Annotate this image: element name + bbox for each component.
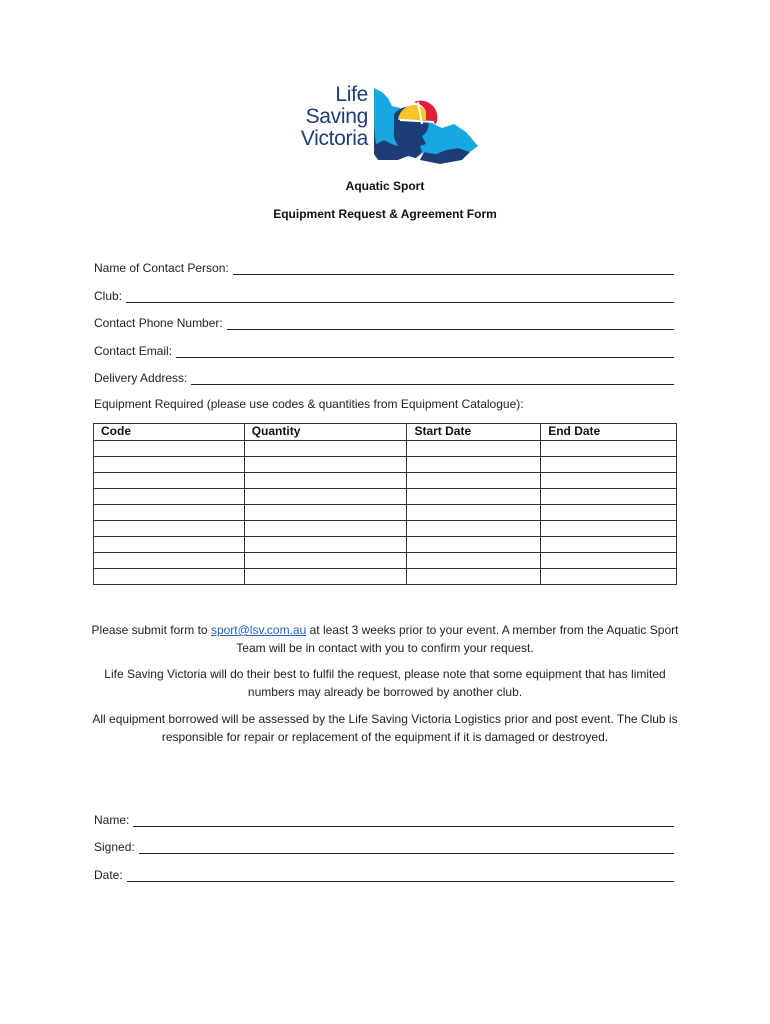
table-cell[interactable] — [541, 441, 677, 457]
table-cell[interactable] — [541, 521, 677, 537]
table-cell[interactable] — [244, 537, 407, 553]
contact-person-field[interactable] — [94, 259, 674, 275]
column-header-start-date: Start Date — [407, 424, 541, 441]
date-input-line[interactable] — [127, 870, 674, 882]
lsv-logo — [290, 84, 482, 168]
table-cell[interactable] — [541, 505, 677, 521]
signed-label: Signed: — [94, 840, 135, 854]
delivery-address-field[interactable] — [94, 369, 674, 385]
table-cell[interactable] — [407, 569, 541, 585]
logo-line-life: Life — [335, 83, 368, 106]
table-row — [94, 553, 677, 569]
table-cell[interactable] — [244, 473, 407, 489]
table-cell[interactable] — [244, 441, 407, 457]
table-cell[interactable] — [541, 473, 677, 489]
club-input-line[interactable] — [126, 291, 674, 303]
submit-note-prefix: Please submit form to — [91, 623, 211, 637]
table-cell[interactable] — [407, 473, 541, 489]
submit-email-link[interactable]: sport@lsv.com.au — [210, 623, 307, 637]
table-cell[interactable] — [407, 521, 541, 537]
table-cell[interactable] — [407, 457, 541, 473]
contact-phone-label: Contact Phone Number: — [94, 316, 223, 330]
delivery-address-label: Delivery Address: — [94, 371, 188, 385]
table-row — [94, 537, 677, 553]
table-row — [94, 441, 677, 457]
table-cell[interactable] — [541, 489, 677, 505]
column-header-quantity: Quantity — [244, 424, 407, 441]
name-field[interactable] — [94, 811, 674, 827]
table-cell[interactable] — [407, 537, 541, 553]
table-cell[interactable] — [407, 441, 541, 457]
table-cell[interactable] — [94, 569, 245, 585]
table-cell[interactable] — [541, 537, 677, 553]
table-cell[interactable] — [94, 553, 245, 569]
table-cell[interactable] — [94, 521, 245, 537]
contact-person-label: Name of Contact Person: — [94, 261, 229, 275]
name-input-line[interactable] — [133, 815, 674, 827]
signed-field[interactable] — [94, 838, 674, 854]
submit-note-suffix: at least 3 weeks prior to your event. A member from the Aquatic Sport Team will be in contact with you to confirm your request. — [236, 623, 679, 655]
form-title: Aquatic Sport — [345, 179, 425, 193]
table-cell[interactable] — [407, 505, 541, 521]
table-cell[interactable] — [407, 489, 541, 505]
table-cell[interactable] — [94, 537, 245, 553]
signed-input-line[interactable] — [139, 842, 674, 854]
table-cell[interactable] — [407, 553, 541, 569]
table-row — [94, 489, 677, 505]
delivery-address-input-line[interactable] — [191, 373, 674, 385]
logo-line-victoria: Victoria — [300, 127, 368, 150]
assessment-note: All equipment borrowed will be assessed by the Life Saving Victoria Logistics prior and post event. The Club is responsible for repair or replacement of the equipment if it is damaged or destroyed. — [92, 712, 678, 744]
equipment-table-header — [94, 424, 677, 441]
table-cell[interactable] — [94, 505, 245, 521]
equipment-instruction: Equipment Required (please use codes & quantities from Equipment Catalogue): — [94, 397, 524, 411]
logo-wordmark — [290, 84, 368, 150]
form-subtitle: Equipment Request & Agreement Form — [273, 207, 497, 221]
table-row — [94, 473, 677, 489]
contact-phone-input-line[interactable] — [227, 318, 674, 330]
contact-email-label: Contact Email: — [94, 344, 173, 358]
name-label: Name: — [94, 813, 130, 827]
logo-line-saving: Saving — [305, 105, 368, 128]
table-cell[interactable] — [244, 569, 407, 585]
column-header-code: Code — [94, 424, 245, 441]
date-field[interactable] — [94, 866, 674, 882]
table-row — [94, 505, 677, 521]
table-cell[interactable] — [244, 505, 407, 521]
date-label: Date: — [94, 868, 123, 882]
club-field[interactable] — [94, 287, 674, 303]
table-cell[interactable] — [244, 521, 407, 537]
table-cell[interactable] — [94, 489, 245, 505]
table-cell[interactable] — [541, 569, 677, 585]
equipment-table — [93, 423, 677, 585]
contact-person-input-line[interactable] — [233, 263, 674, 275]
table-row — [94, 521, 677, 537]
contact-phone-field[interactable] — [94, 314, 674, 330]
club-label: Club: — [94, 289, 123, 303]
table-cell[interactable] — [94, 457, 245, 473]
table-cell[interactable] — [94, 441, 245, 457]
table-cell[interactable] — [94, 473, 245, 489]
victoria-map-icon — [370, 84, 482, 168]
table-row — [94, 569, 677, 585]
table-row — [94, 457, 677, 473]
contact-email-input-line[interactable] — [176, 346, 674, 358]
table-cell[interactable] — [541, 553, 677, 569]
availability-note: Life Saving Victoria will do their best to fulfil the request, please note that some equipment that has limited numbers may already be borrowed by another club. — [104, 667, 666, 699]
column-header-end-date: End Date — [541, 424, 677, 441]
table-cell[interactable] — [244, 489, 407, 505]
table-cell[interactable] — [541, 457, 677, 473]
submit-note — [80, 621, 690, 657]
table-cell[interactable] — [244, 457, 407, 473]
contact-email-field[interactable] — [94, 342, 674, 358]
table-cell[interactable] — [244, 553, 407, 569]
